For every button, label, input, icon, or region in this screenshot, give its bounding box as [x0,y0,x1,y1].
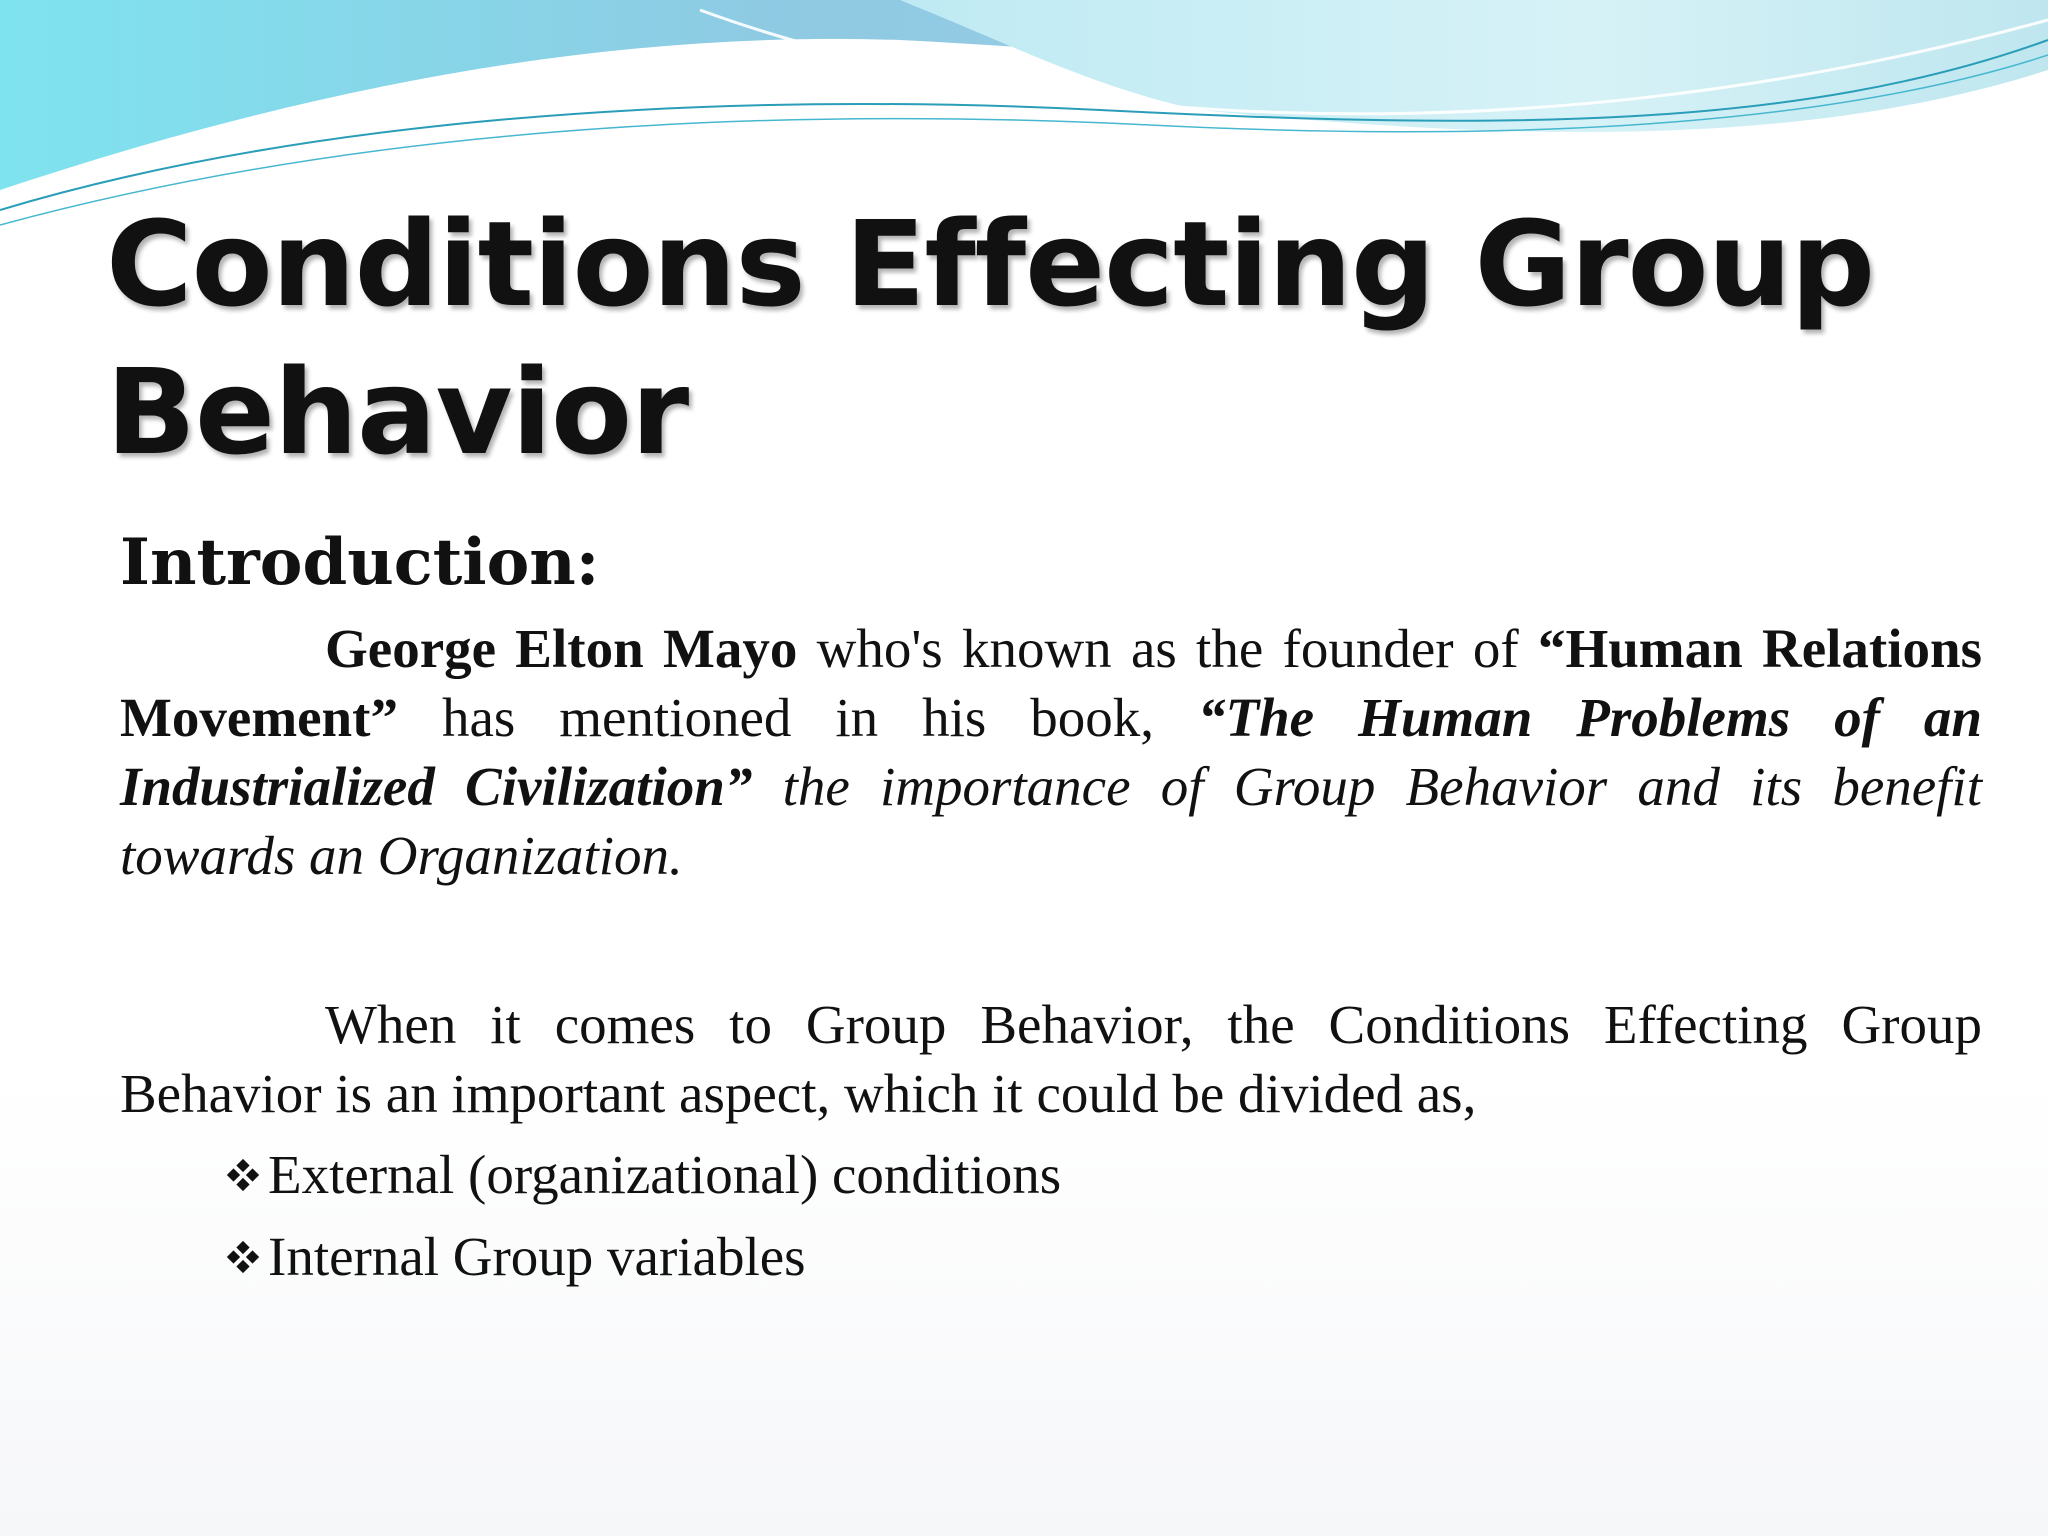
bullet-text: External (organizational) conditions [268,1144,1062,1205]
diamond-bullet-icon [224,1238,262,1276]
intro-paragraph [120,614,1982,890]
conditions-list [224,1134,1982,1298]
intro-text-3: the importance of Group Behavior and its benefit towards an Organization. [120,756,1982,886]
author-name: George Elton Mayo [325,618,798,679]
slide-body [120,520,1982,1298]
bullet-text: Internal Group variables [268,1226,806,1287]
conditions-paragraph: When it comes to Group Behavior, the Conditions Effecting Group Behavior is an important aspect, which it could be divided as, [120,994,1982,1124]
intro-text-1: who's known as the founder of [797,618,1538,679]
introduction-heading: Introduction: [120,525,600,600]
list-item [224,1134,1982,1216]
intro-text-2: has mentioned in his book, [397,687,1198,748]
book-title: “The Human Problems of an Industrialized Civilization” [120,687,1982,817]
list-item [224,1216,1982,1298]
diamond-bullet-icon [224,1156,262,1194]
slide-title: Conditions Effecting Group Behavior [106,195,1875,481]
movement-name: “Human Relations Movement” [120,618,1982,748]
